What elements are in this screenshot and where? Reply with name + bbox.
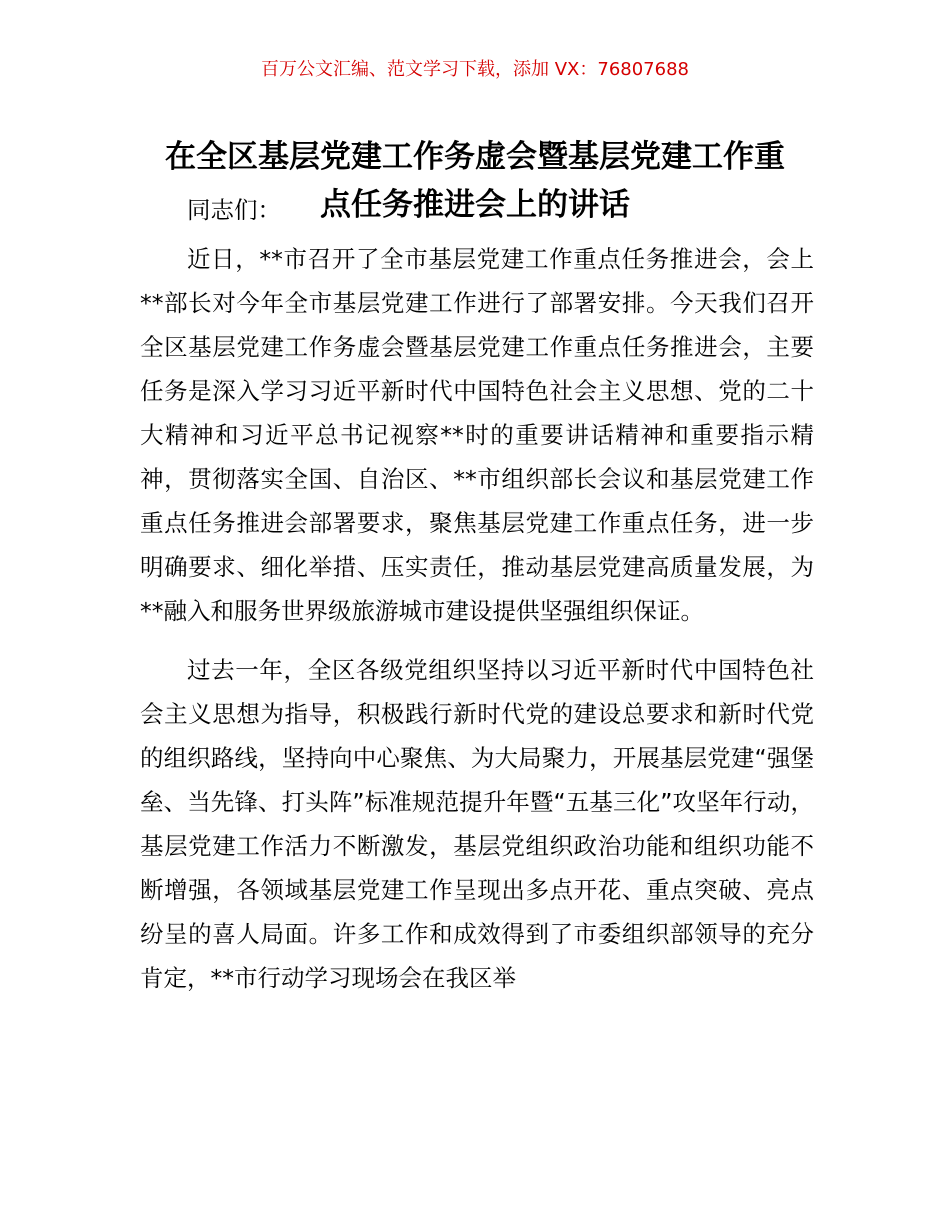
paragraph-1: 近日，**市召开了全市基层党建工作重点任务推进会，会上**部长对今年全市基层党建工作进行了部署安排。今天我们召开全区基层党建工作务虚会暨基层党建工作重点任务推进会，主要任务是深入学习习近平新时代中国特色社会主义思想、党的二十大精神和习近平总书记视察**时的重要讲话精神和重要指示精神，贯彻落实全国、自治区、**市组织部长会议和基层党建工作重点任务推进会部署要求，聚焦基层党建工作重点任务，进一步明确要求、细化举措、压实责任，推动基层党建高质量发展，为**融入和服务世界级旅游城市建设提供坚强组织保证。 — [140, 245, 814, 625]
document-title-line-1: 在全区基层党建工作务虚会暨基层党建工作重 — [165, 138, 785, 175]
document-title-line-2: 点任务推进会上的讲话 — [320, 186, 630, 223]
salutation: 同志们： — [187, 196, 281, 224]
paragraph-2: 过去一年，全区各级党组织坚持以习近平新时代中国特色社会主义思想为指导，积极践行新时代党的建设总要求和新时代党的组织路线，坚持向中心聚焦、为大局聚力，开展基层党建“强堡垒、当先锋、打头阵”标准规范提升年暨“五基三化”攻坚年行动，基层党建工作活力不断激发，基层党组织政治功能和组织功能不断增强，各领域基层党建工作呈现出多点开花、重点突破、亮点纷呈的喜人局面。许多工作和成效得到了市委组织部领导的充分肯定，**市行动学习现场会在我区举 — [140, 656, 814, 992]
header-promo-text: 百万公文汇编、范文学习下载，添加 VX：76807688 — [261, 59, 689, 80]
document-body — [140, 188, 814, 1015]
